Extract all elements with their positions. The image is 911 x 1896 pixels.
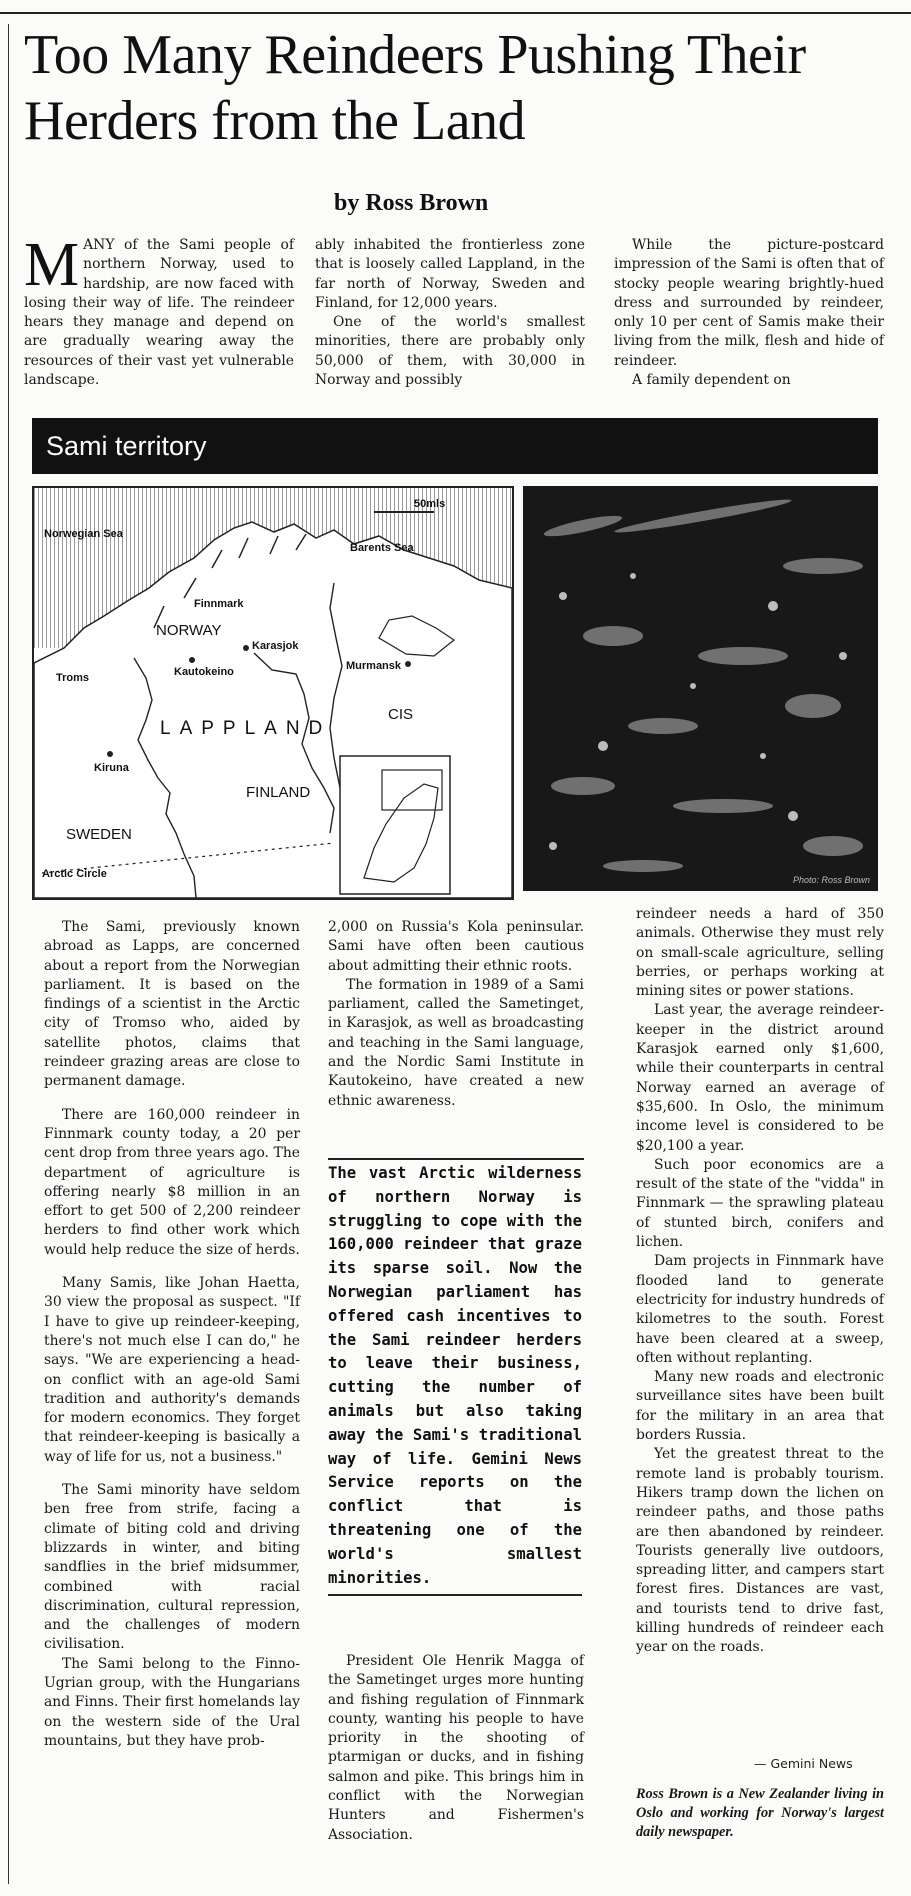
label-finnmark: Finnmark bbox=[194, 598, 244, 610]
label-lappland: LAPPLAND bbox=[160, 718, 332, 739]
label-arctic-circle: Arctic Circle bbox=[42, 868, 107, 880]
label-murmansk: Murmansk bbox=[346, 660, 402, 672]
label-karasjok: Karasjok bbox=[252, 640, 299, 652]
karasjok-dot bbox=[243, 645, 249, 651]
body-column-2 bbox=[328, 918, 584, 1111]
label-norwegian-sea: Norwegian Sea bbox=[44, 528, 123, 540]
body-paragraph: Many new roads and electronic surveillance sites have been built for the military in an area that borders Russia. bbox=[636, 1369, 884, 1444]
intro-text-2: ably inhabited the frontierless zone that is loosely called Lappland, in the far north of Norway, Sweden and Finland, for 12,000 years. bbox=[315, 237, 585, 311]
body-paragraph: Many Samis, like Johan Haetta, 30 view the proposal as suspect. "If I have to give up reindeer-keeping, there's not much else I can do," he says. "We are experiencing a head-on conflict with an age-old Sami tradition and authority's demands for modern economics. They forget that reindeer-keeping is basically a way of life for us, not a business." bbox=[44, 1275, 300, 1465]
scale-label: 50mls bbox=[414, 498, 446, 510]
section-header: Sami territory bbox=[32, 418, 878, 474]
column-rule bbox=[8, 24, 9, 1884]
body-column-3 bbox=[636, 905, 884, 1658]
body-paragraph: Such poor economics are a result of the state of the "vidda" in Finnmark — the sprawling plateau of stunted birch, conifers and lichen. bbox=[636, 1156, 884, 1251]
intro-column-1 bbox=[24, 231, 294, 390]
intro-text-3: One of the world's smallest minorities, there are probably only 50,000 of them, with 30,000 in Norway and possibly bbox=[315, 314, 585, 389]
label-sweden: SWEDEN bbox=[66, 826, 132, 843]
intro-column-3 bbox=[614, 236, 884, 390]
label-barents-sea: Barents Sea bbox=[350, 542, 414, 554]
intro-text-1: ANY of the Sami people of northern Norway, used to hardship, are now faced with losing their way of life. The reindeer hears they manage and depend on are gradually wearing away the resources of their vast yet vulnerable landscape. bbox=[24, 237, 294, 389]
reindeer-photo bbox=[523, 486, 878, 891]
byline: by Ross Brown bbox=[334, 190, 489, 216]
headline: Too Many Reindeers Pushing Their Herders from the Land bbox=[24, 24, 806, 152]
body-column-1 bbox=[44, 918, 300, 1751]
pull-quote-rule bbox=[328, 1158, 584, 1160]
kautokeino-dot bbox=[189, 657, 195, 663]
map bbox=[32, 486, 514, 900]
body-paragraph: The formation in 1989 of a Sami parliament, called the Sametinget, in Karasjok, as well as broadcasting and teaching in the Sami language, and the Nordic Sami Institute in Kautokeino, have created a new ethnic awareness. bbox=[328, 976, 584, 1109]
photo-credit: Photo: Ross Brown bbox=[792, 875, 870, 885]
author-bio: Ross Brown is a New Zealander living in Oslo and working for Norway's largest daily newspaper. bbox=[636, 1786, 884, 1840]
label-kautokeino: Kautokeino bbox=[174, 666, 234, 678]
label-cis: CIS bbox=[388, 706, 414, 723]
drop-cap: M bbox=[24, 231, 80, 299]
label-finland: FINLAND bbox=[246, 784, 311, 801]
body-paragraph: The Sami, previously known abroad as Lapps, are concerned about a report from the Norwegian parliament. It is based on the findings of a scientist in the Arctic city of Tromso who, aided by satellite photos, claims that reindeer grazing areas are close to permanent damage. bbox=[44, 919, 300, 1090]
intro-column-2 bbox=[315, 236, 585, 390]
murmansk-dot bbox=[405, 661, 411, 667]
kiruna-dot bbox=[107, 751, 113, 757]
body-paragraph: The Sami minority have seldom ben free from strife, facing a climate of biting cold and driving blizzards in winter, and biting sandflies in the brief midsummer, combined with racial discrimination, cultural repression, and the challenges of modern civilisation. bbox=[44, 1482, 300, 1653]
body-paragraph: 2,000 on Russia's Kola peninsular. Sami have often been cautious about admitting their ethnic roots. bbox=[328, 919, 584, 974]
body-paragraph: Last year, the average reindeer-keeper in the district around Karasjok earned only $1,600, while their counterparts in central Norway earned an average of $35,600. In Oslo, the minimum income level is considered to be $20,100 a year. bbox=[636, 1002, 884, 1154]
pull-quote: The vast Arctic wilderness of northern Norway is struggling to cope with the 160,000 reindeer that graze its sparse soil. Now the Norwegian parliament has offered cash incentives to the Sami reindeer herders to leave their business, cutting the number of animals but also taking away the Sami's traditional way of life. Gemini News Service reports on the conflict that is threatening one of the world's smallest minorities. bbox=[328, 1162, 582, 1596]
reindeer-photo-image bbox=[523, 486, 878, 891]
label-kiruna: Kiruna bbox=[94, 762, 129, 774]
body-column-2-continued bbox=[328, 1652, 584, 1845]
body-paragraph: Yet the greatest threat to the remote land is probably tourism. Hikers tramp down the lichen on reindeer paths, and those paths are then abandoned by reindeer. Tourists generally live outdoors, spreading litter, and campers start forest fires. Distances are vast, and tourists tend to drive fast, killing hundreds of reindeer each year on the roads. bbox=[636, 1446, 884, 1656]
intro-text-5: A family dependent on bbox=[632, 372, 791, 389]
label-troms: Troms bbox=[56, 672, 90, 684]
body-paragraph: Dam projects in Finnmark have flooded land to generate electricity for industry hundreds of kilometres to the south. Forest have been cleared at a sweep, often without replanting. bbox=[636, 1253, 884, 1366]
body-paragraph: The Sami belong to the Finno-Ugrian group, with the Hungarians and Finns. Their first homelands lay on the western side of the Ural mountains, but they have prob- bbox=[44, 1655, 300, 1749]
body-paragraph: reindeer needs a hard of 350 animals. Otherwise they must rely on small-scale agriculture, selling berries, or perhaps working at mining sites or power stations. bbox=[636, 906, 884, 1000]
signoff: — Gemini News bbox=[754, 1756, 853, 1771]
body-paragraph: President Ole Henrik Magga of the Sametinget urges more hunting and fishing regulation of Finnmark county, wanting his people to have priority in the shooting of ptarmigan or ducks, and in fishing salmon and pike. This brings him in conflict with the Norwegian Hunters and Fishermen's Association. bbox=[328, 1653, 584, 1843]
label-norway: NORWAY bbox=[156, 622, 222, 639]
intro-text-4: While the picture-postcard impression of the Sami is often that of stocky people wearing brightly-hued dress and surrounded by reindeer, only 10 per cent of Samis make their living from the milk, flesh and hide of reindeer. bbox=[614, 237, 884, 369]
body-paragraph: There are 160,000 reindeer in Finnmark county today, a 20 per cent drop from three years ago. The department of agriculture is offering nearly $8 million in an effort to get 500 of 2,200 reindeer herders to find other work which would help reduce the size of herds. bbox=[44, 1106, 300, 1258]
previous-article-strip bbox=[0, 0, 911, 14]
